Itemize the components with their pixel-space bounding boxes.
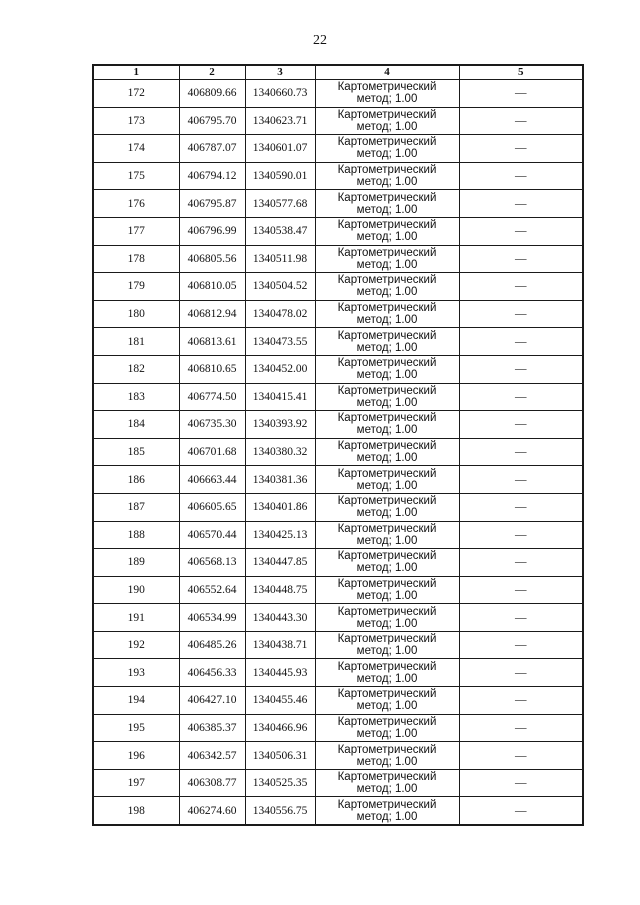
table-row — [93, 631, 583, 659]
method-cell — [315, 190, 459, 218]
y-coordinate-cell: 1340478.02 — [245, 300, 315, 328]
table-row — [93, 411, 583, 439]
method-line-2: метод; 1.00 — [356, 700, 418, 713]
point-number-cell: 191 — [93, 604, 179, 632]
table-row — [93, 217, 583, 245]
point-number-cell: 175 — [93, 162, 179, 190]
method-cell — [315, 162, 459, 190]
point-number-cell: 180 — [93, 300, 179, 328]
method-cell — [315, 438, 459, 466]
point-number-cell: 198 — [93, 797, 179, 825]
x-coordinate-cell: 406456.33 — [179, 659, 245, 687]
table-row — [93, 273, 583, 301]
y-coordinate-cell: 1340506.31 — [245, 742, 315, 770]
note-cell: — — [459, 659, 583, 687]
method-cell — [315, 493, 459, 521]
note-cell: — — [459, 162, 583, 190]
y-coordinate-cell: 1340443.30 — [245, 604, 315, 632]
method-line-1: Картометрический — [337, 633, 437, 646]
point-number-cell: 182 — [93, 355, 179, 383]
y-coordinate-cell: 1340455.46 — [245, 687, 315, 715]
table-row — [93, 604, 583, 632]
note-cell: — — [459, 521, 583, 549]
method-line-1: Картометрический — [337, 136, 437, 149]
y-coordinate-cell: 1340525.35 — [245, 769, 315, 797]
point-number-cell: 179 — [93, 273, 179, 301]
table-row — [93, 383, 583, 411]
x-coordinate-cell: 406810.65 — [179, 355, 245, 383]
table-row — [93, 742, 583, 770]
y-coordinate-cell: 1340448.75 — [245, 576, 315, 604]
method-cell — [315, 797, 459, 825]
note-cell: — — [459, 687, 583, 715]
method-cell — [315, 576, 459, 604]
method-line-1: Картометрический — [337, 384, 437, 397]
y-coordinate-cell: 1340577.68 — [245, 190, 315, 218]
point-number-cell: 189 — [93, 549, 179, 577]
x-coordinate-cell: 406485.26 — [179, 631, 245, 659]
point-number-cell: 194 — [93, 687, 179, 715]
method-cell — [315, 466, 459, 494]
method-line-2: метод; 1.00 — [356, 810, 418, 823]
method-line-2: метод; 1.00 — [356, 148, 418, 161]
method-cell — [315, 273, 459, 301]
y-coordinate-cell: 1340401.86 — [245, 493, 315, 521]
column-header-5: 5 — [459, 65, 583, 80]
x-coordinate-cell: 406701.68 — [179, 438, 245, 466]
x-coordinate-cell: 406735.30 — [179, 411, 245, 439]
method-line-1: Картометрический — [337, 743, 437, 756]
method-line-2: метод; 1.00 — [356, 562, 418, 575]
note-cell: — — [459, 438, 583, 466]
method-line-1: Картометрический — [337, 495, 437, 508]
column-header-4: 4 — [315, 65, 459, 80]
method-cell — [315, 631, 459, 659]
x-coordinate-cell: 406787.07 — [179, 135, 245, 163]
x-coordinate-cell: 406796.99 — [179, 217, 245, 245]
table-row — [93, 80, 583, 108]
method-line-1: Картометрический — [337, 274, 437, 287]
method-line-2: метод; 1.00 — [356, 534, 418, 547]
y-coordinate-cell: 1340415.41 — [245, 383, 315, 411]
method-cell — [315, 659, 459, 687]
method-cell — [315, 383, 459, 411]
point-number-cell: 176 — [93, 190, 179, 218]
point-number-cell: 173 — [93, 107, 179, 135]
method-line-1: Картометрический — [337, 164, 437, 177]
y-coordinate-cell: 1340447.85 — [245, 549, 315, 577]
x-coordinate-cell: 406795.87 — [179, 190, 245, 218]
y-coordinate-cell: 1340466.96 — [245, 714, 315, 742]
point-number-cell: 188 — [93, 521, 179, 549]
y-coordinate-cell: 1340590.01 — [245, 162, 315, 190]
note-cell: — — [459, 80, 583, 108]
y-coordinate-cell: 1340380.32 — [245, 438, 315, 466]
x-coordinate-cell: 406663.44 — [179, 466, 245, 494]
y-coordinate-cell: 1340445.93 — [245, 659, 315, 687]
point-number-cell: 192 — [93, 631, 179, 659]
y-coordinate-cell: 1340511.98 — [245, 245, 315, 273]
method-line-2: метод; 1.00 — [356, 727, 418, 740]
note-cell: — — [459, 549, 583, 577]
x-coordinate-cell: 406570.44 — [179, 521, 245, 549]
note-cell: — — [459, 742, 583, 770]
method-cell — [315, 687, 459, 715]
point-number-cell: 195 — [93, 714, 179, 742]
y-coordinate-cell: 1340538.47 — [245, 217, 315, 245]
table-body — [93, 80, 583, 826]
table-row — [93, 355, 583, 383]
method-line-1: Картометрический — [337, 219, 437, 232]
table-row — [93, 466, 583, 494]
method-cell — [315, 300, 459, 328]
method-cell — [315, 521, 459, 549]
y-coordinate-cell: 1340660.73 — [245, 80, 315, 108]
point-number-cell: 193 — [93, 659, 179, 687]
method-line-2: метод; 1.00 — [356, 120, 418, 133]
method-line-2: метод; 1.00 — [356, 755, 418, 768]
method-line-2: метод; 1.00 — [356, 617, 418, 630]
x-coordinate-cell: 406810.05 — [179, 273, 245, 301]
point-number-cell: 186 — [93, 466, 179, 494]
y-coordinate-cell: 1340381.36 — [245, 466, 315, 494]
method-line-2: метод; 1.00 — [356, 176, 418, 189]
x-coordinate-cell: 406427.10 — [179, 687, 245, 715]
method-cell — [315, 411, 459, 439]
method-cell — [315, 107, 459, 135]
x-coordinate-cell: 406534.99 — [179, 604, 245, 632]
x-coordinate-cell: 406809.66 — [179, 80, 245, 108]
note-cell: — — [459, 411, 583, 439]
table-row — [93, 769, 583, 797]
table-row — [93, 576, 583, 604]
point-number-cell: 177 — [93, 217, 179, 245]
method-line-2: метод; 1.00 — [356, 314, 418, 327]
method-cell — [315, 742, 459, 770]
y-coordinate-cell: 1340623.71 — [245, 107, 315, 135]
method-line-1: Картометрический — [337, 191, 437, 204]
x-coordinate-cell: 406568.13 — [179, 549, 245, 577]
table-row — [93, 245, 583, 273]
method-line-1: Картометрический — [337, 108, 437, 121]
y-coordinate-cell: 1340452.00 — [245, 355, 315, 383]
x-coordinate-cell: 406274.60 — [179, 797, 245, 825]
method-line-1: Картометрический — [337, 688, 437, 701]
point-number-cell: 197 — [93, 769, 179, 797]
column-header-3: 3 — [245, 65, 315, 80]
column-header-2: 2 — [179, 65, 245, 80]
table-row — [93, 300, 583, 328]
column-header-1: 1 — [93, 65, 179, 80]
method-line-2: метод; 1.00 — [356, 589, 418, 602]
note-cell: — — [459, 576, 583, 604]
method-cell — [315, 549, 459, 577]
note-cell: — — [459, 190, 583, 218]
note-cell: — — [459, 107, 583, 135]
point-number-cell: 187 — [93, 493, 179, 521]
method-line-2: метод; 1.00 — [356, 369, 418, 382]
point-number-cell: 196 — [93, 742, 179, 770]
note-cell: — — [459, 355, 583, 383]
method-line-1: Картометрический — [337, 467, 437, 480]
point-number-cell: 172 — [93, 80, 179, 108]
point-number-cell: 178 — [93, 245, 179, 273]
note-cell: — — [459, 245, 583, 273]
method-line-2: метод; 1.00 — [356, 645, 418, 658]
method-line-2: метод; 1.00 — [356, 452, 418, 465]
point-number-cell: 174 — [93, 135, 179, 163]
method-line-1: Картометрический — [337, 771, 437, 784]
method-line-1: Картометрический — [337, 329, 437, 342]
x-coordinate-cell: 406342.57 — [179, 742, 245, 770]
table-row — [93, 659, 583, 687]
method-cell — [315, 245, 459, 273]
method-line-1: Картометрический — [337, 577, 437, 590]
table-row — [93, 687, 583, 715]
table-row — [93, 521, 583, 549]
x-coordinate-cell: 406385.37 — [179, 714, 245, 742]
note-cell: — — [459, 466, 583, 494]
x-coordinate-cell: 406308.77 — [179, 769, 245, 797]
x-coordinate-cell: 406812.94 — [179, 300, 245, 328]
method-line-1: Картометрический — [337, 81, 437, 94]
method-cell — [315, 328, 459, 356]
method-line-1: Картометрический — [337, 522, 437, 535]
point-number-cell: 183 — [93, 383, 179, 411]
method-line-2: метод; 1.00 — [356, 396, 418, 409]
table-row — [93, 797, 583, 825]
note-cell: — — [459, 797, 583, 825]
method-cell — [315, 604, 459, 632]
note-cell: — — [459, 493, 583, 521]
x-coordinate-cell: 406774.50 — [179, 383, 245, 411]
x-coordinate-cell: 406794.12 — [179, 162, 245, 190]
y-coordinate-cell: 1340438.71 — [245, 631, 315, 659]
point-number-cell: 185 — [93, 438, 179, 466]
y-coordinate-cell: 1340425.13 — [245, 521, 315, 549]
y-coordinate-cell: 1340473.55 — [245, 328, 315, 356]
method-line-1: Картометрический — [337, 412, 437, 425]
method-line-1: Картометрический — [337, 798, 437, 811]
method-line-1: Картометрический — [337, 440, 437, 453]
table-row — [93, 107, 583, 135]
y-coordinate-cell: 1340504.52 — [245, 273, 315, 301]
method-line-2: метод; 1.00 — [356, 479, 418, 492]
note-cell: — — [459, 631, 583, 659]
x-coordinate-cell: 406605.65 — [179, 493, 245, 521]
y-coordinate-cell: 1340601.07 — [245, 135, 315, 163]
method-line-1: Картометрический — [337, 550, 437, 563]
table-row — [93, 438, 583, 466]
method-cell — [315, 769, 459, 797]
method-line-2: метод; 1.00 — [356, 286, 418, 299]
method-line-1: Картометрический — [337, 605, 437, 618]
table-row — [93, 162, 583, 190]
method-line-1: Картометрический — [337, 660, 437, 673]
x-coordinate-cell: 406552.64 — [179, 576, 245, 604]
table-row — [93, 135, 583, 163]
table-row — [93, 328, 583, 356]
note-cell: — — [459, 714, 583, 742]
table-row — [93, 190, 583, 218]
method-line-2: метод; 1.00 — [356, 258, 418, 271]
x-coordinate-cell: 406805.56 — [179, 245, 245, 273]
note-cell: — — [459, 769, 583, 797]
note-cell: — — [459, 328, 583, 356]
method-line-1: Картометрический — [337, 246, 437, 259]
method-line-1: Картометрический — [337, 302, 437, 315]
point-number-cell: 184 — [93, 411, 179, 439]
note-cell: — — [459, 383, 583, 411]
method-cell — [315, 217, 459, 245]
table-row — [93, 549, 583, 577]
method-line-2: метод; 1.00 — [356, 231, 418, 244]
method-cell — [315, 135, 459, 163]
method-line-1: Картометрический — [337, 357, 437, 370]
table-row — [93, 493, 583, 521]
note-cell: — — [459, 217, 583, 245]
note-cell: — — [459, 604, 583, 632]
method-line-2: метод; 1.00 — [356, 203, 418, 216]
x-coordinate-cell: 406795.70 — [179, 107, 245, 135]
method-line-2: метод; 1.00 — [356, 93, 418, 106]
note-cell: — — [459, 135, 583, 163]
page-number: 22 — [313, 33, 327, 48]
method-line-2: метод; 1.00 — [356, 424, 418, 437]
y-coordinate-cell: 1340556.75 — [245, 797, 315, 825]
method-line-2: метод; 1.00 — [356, 783, 418, 796]
note-cell: — — [459, 273, 583, 301]
method-line-2: метод; 1.00 — [356, 507, 418, 520]
method-cell — [315, 355, 459, 383]
table-header-row — [93, 65, 583, 80]
method-line-1: Картометрический — [337, 715, 437, 728]
x-coordinate-cell: 406813.61 — [179, 328, 245, 356]
coordinates-table — [92, 64, 584, 826]
y-coordinate-cell: 1340393.92 — [245, 411, 315, 439]
note-cell: — — [459, 300, 583, 328]
method-cell — [315, 80, 459, 108]
point-number-cell: 181 — [93, 328, 179, 356]
table-row — [93, 714, 583, 742]
method-line-2: метод; 1.00 — [356, 672, 418, 685]
method-line-2: метод; 1.00 — [356, 341, 418, 354]
point-number-cell: 190 — [93, 576, 179, 604]
method-cell — [315, 714, 459, 742]
